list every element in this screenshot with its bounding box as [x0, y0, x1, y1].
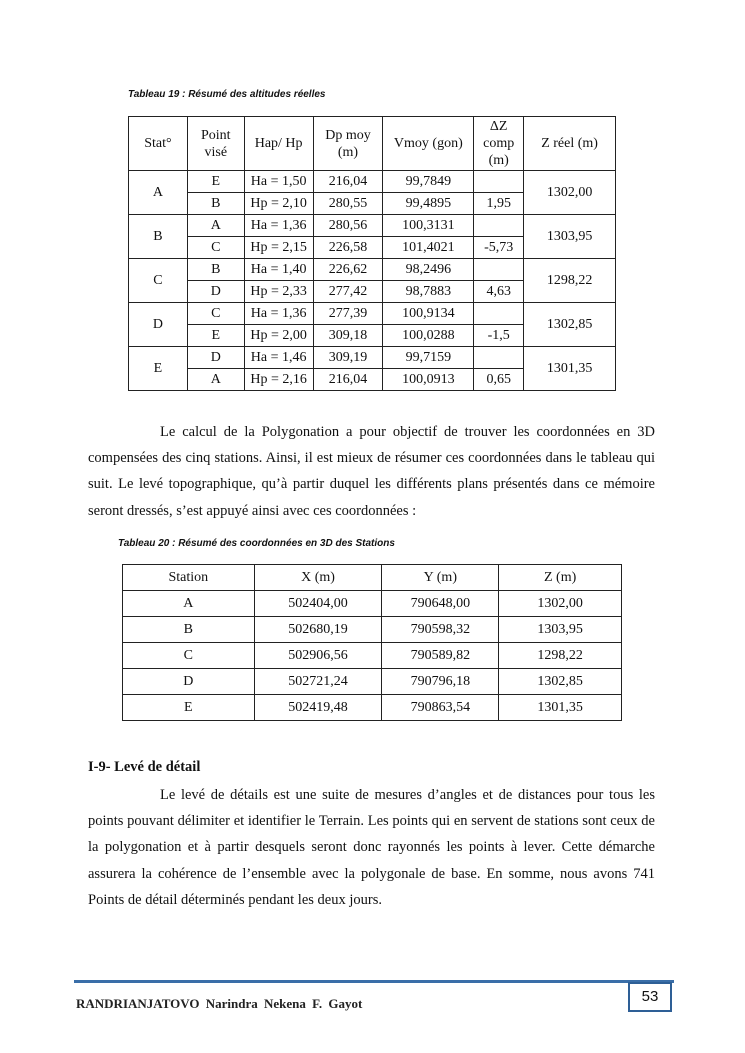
section-heading: I-9- Levé de détail [88, 759, 201, 775]
x-cell: 502404,00 [254, 591, 382, 617]
table-header-row [123, 565, 622, 591]
header-x: X (m) [254, 565, 382, 591]
point-cell: A [187, 215, 244, 237]
station-cell: C [123, 643, 255, 669]
zreel-cell: 1302,85 [524, 303, 616, 347]
vmoy-cell: 100,3131 [383, 215, 474, 237]
dz-cell [474, 215, 524, 237]
vmoy-cell: 99,4895 [383, 193, 474, 215]
dz-cell [474, 347, 524, 369]
dz-cell: -5,73 [474, 237, 524, 259]
station-cell: D [129, 303, 188, 347]
footer-author: RANDRIANJATOVO Narindra Nekena F. Gayot [76, 996, 363, 1011]
table20-caption: Tableau 20 : Résumé des coordonnées en 3D des Stations [118, 538, 395, 549]
z-cell: 1301,35 [499, 695, 622, 721]
table-row [123, 695, 622, 721]
table-row [123, 591, 622, 617]
header-vmoy: Vmoy (gon) [383, 117, 474, 171]
dp-cell: 216,04 [313, 369, 383, 391]
station-cell: B [129, 215, 188, 259]
hap-cell: Hp = 2,16 [244, 369, 313, 391]
zreel-cell: 1298,22 [524, 259, 616, 303]
y-cell: 790796,18 [382, 669, 499, 695]
y-cell: 790589,82 [382, 643, 499, 669]
header-dz: ΔZ comp (m) [474, 117, 524, 171]
point-cell: A [187, 369, 244, 391]
altitudes-table [128, 116, 616, 391]
vmoy-cell: 98,2496 [383, 259, 474, 281]
vmoy-cell: 98,7883 [383, 281, 474, 303]
hap-cell: Hp = 2,10 [244, 193, 313, 215]
dp-cell: 280,56 [313, 215, 383, 237]
dp-cell: 226,58 [313, 237, 383, 259]
table-row [129, 171, 616, 193]
header-y: Y (m) [382, 565, 499, 591]
y-cell: 790598,32 [382, 617, 499, 643]
header-station: Stat° [129, 117, 188, 171]
page-number: 53 [628, 982, 672, 1012]
point-cell: D [187, 347, 244, 369]
header-z: Z (m) [499, 565, 622, 591]
vmoy-cell: 101,4021 [383, 237, 474, 259]
header-station: Station [123, 565, 255, 591]
z-cell: 1298,22 [499, 643, 622, 669]
y-cell: 790648,00 [382, 591, 499, 617]
dz-cell [474, 259, 524, 281]
dp-cell: 309,18 [313, 325, 383, 347]
z-cell: 1302,85 [499, 669, 622, 695]
x-cell: 502419,48 [254, 695, 382, 721]
hap-cell: Hp = 2,33 [244, 281, 313, 303]
dp-cell: 280,55 [313, 193, 383, 215]
table-row [123, 617, 622, 643]
footer-rule [74, 980, 674, 983]
x-cell: 502906,56 [254, 643, 382, 669]
table-row [129, 215, 616, 237]
dp-cell: 277,39 [313, 303, 383, 325]
x-cell: 502680,19 [254, 617, 382, 643]
z-cell: 1303,95 [499, 617, 622, 643]
vmoy-cell: 99,7159 [383, 347, 474, 369]
point-cell: D [187, 281, 244, 303]
dp-cell: 216,04 [313, 171, 383, 193]
dp-cell: 226,62 [313, 259, 383, 281]
point-cell: B [187, 259, 244, 281]
vmoy-cell: 100,9134 [383, 303, 474, 325]
hap-cell: Hp = 2,00 [244, 325, 313, 347]
table-row [123, 643, 622, 669]
table-row [123, 669, 622, 695]
station-cell: B [123, 617, 255, 643]
point-cell: E [187, 325, 244, 347]
point-cell: B [187, 193, 244, 215]
station-cell: A [129, 171, 188, 215]
table-row [129, 303, 616, 325]
header-zreel: Z réel (m) [524, 117, 616, 171]
station-cell: E [129, 347, 188, 391]
header-hap: Hap/ Hp [244, 117, 313, 171]
dp-cell: 277,42 [313, 281, 383, 303]
x-cell: 502721,24 [254, 669, 382, 695]
dz-cell: 1,95 [474, 193, 524, 215]
point-cell: C [187, 303, 244, 325]
dp-cell: 309,19 [313, 347, 383, 369]
vmoy-cell: 100,0913 [383, 369, 474, 391]
hap-cell: Hp = 2,15 [244, 237, 313, 259]
table19-caption: Tableau 19 : Résumé des altitudes réelles [128, 89, 326, 100]
zreel-cell: 1303,95 [524, 215, 616, 259]
station-cell: D [123, 669, 255, 695]
y-cell: 790863,54 [382, 695, 499, 721]
zreel-cell: 1302,00 [524, 171, 616, 215]
hap-cell: Ha = 1,36 [244, 215, 313, 237]
point-cell: E [187, 171, 244, 193]
dz-cell: -1,5 [474, 325, 524, 347]
station-cell: C [129, 259, 188, 303]
dz-cell [474, 303, 524, 325]
dz-cell: 0,65 [474, 369, 524, 391]
header-dp: Dp moy (m) [313, 117, 383, 171]
z-cell: 1302,00 [499, 591, 622, 617]
zreel-cell: 1301,35 [524, 347, 616, 391]
vmoy-cell: 99,7849 [383, 171, 474, 193]
station-cell: A [123, 591, 255, 617]
coordinates-table [122, 564, 622, 721]
table-row [129, 347, 616, 369]
hap-cell: Ha = 1,36 [244, 303, 313, 325]
vmoy-cell: 100,0288 [383, 325, 474, 347]
hap-cell: Ha = 1,40 [244, 259, 313, 281]
hap-cell: Ha = 1,50 [244, 171, 313, 193]
paragraph-polygonation: Le calcul de la Polygonation a pour objectif de trouver les coordonnées en 3D compensées des cinq stations. Ainsi, il est mieux de résumer ces coordonnées dans le tableau qui suit. Le levé topographique, qu’à partir duquel les différents plans présentés dans ce mémoire seront dressés, s’est appuyé ainsi avec ces coordonnées : [88, 424, 655, 519]
hap-cell: Ha = 1,46 [244, 347, 313, 369]
point-cell: C [187, 237, 244, 259]
station-cell: E [123, 695, 255, 721]
paragraph-detail: Le levé de détails est une suite de mesures d’angles et de distances pour tous les points pouvant délimiter et identifier le Terrain. Les points qui en servent de stations sont ceux de la polygonation et à partir desquels seront donc rayonnés les points à lever. Cette démarche assurera la cohérence de l’ensemble avec la polygonale de base. En somme, nous avons 741 Points de détail déterminés pendant les deux jours. [88, 787, 655, 908]
dz-cell: 4,63 [474, 281, 524, 303]
dz-cell [474, 171, 524, 193]
table-header-row [129, 117, 616, 171]
table-row [129, 259, 616, 281]
header-point: Point visé [187, 117, 244, 171]
